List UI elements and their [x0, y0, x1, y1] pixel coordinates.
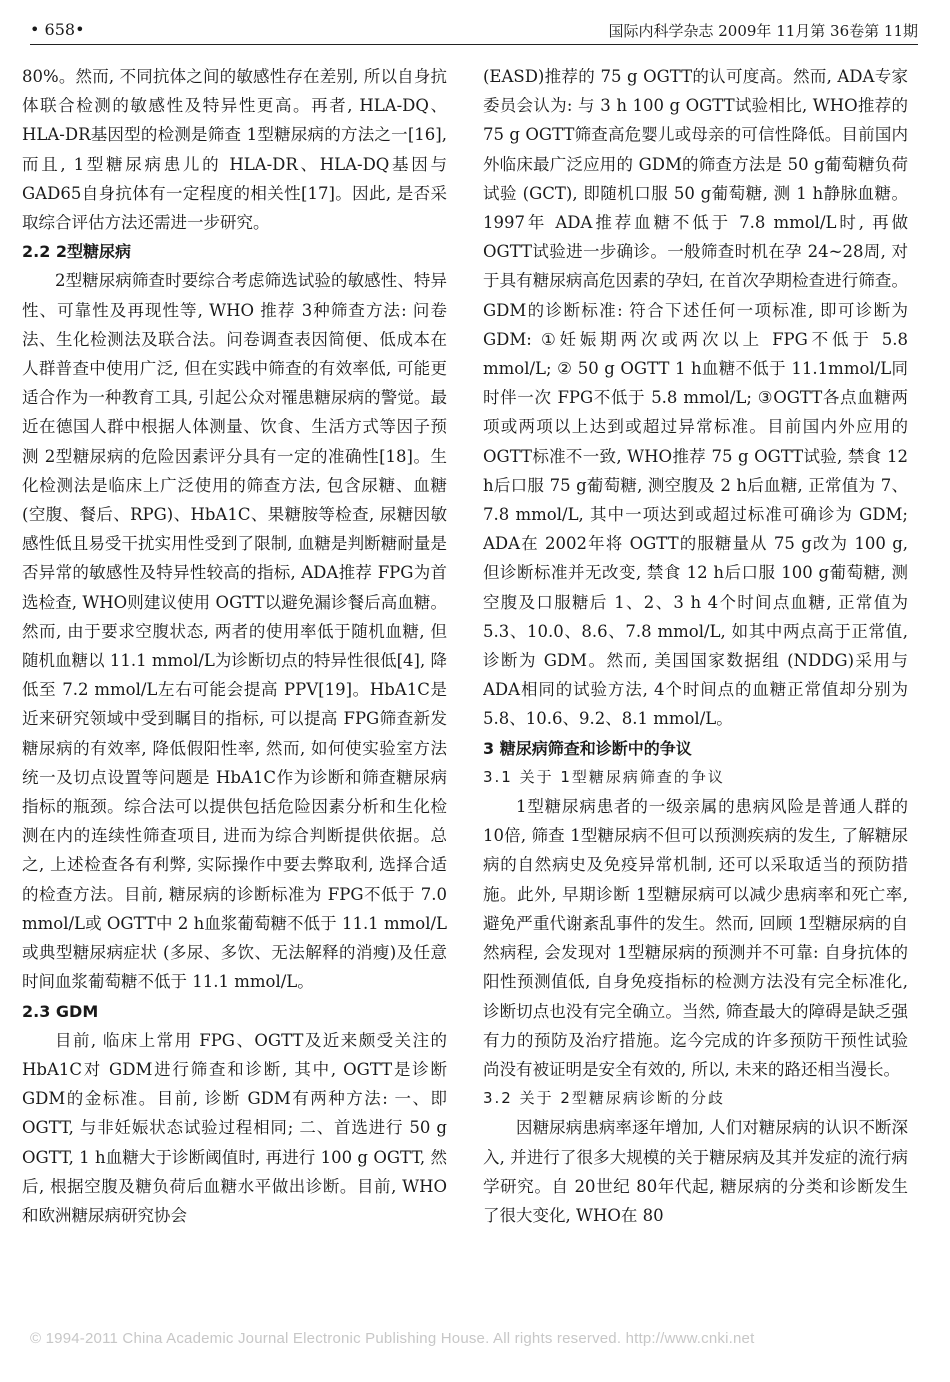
section-heading: 2.2 2型糖尿病: [22, 242, 132, 262]
subsection-heading: 3.1 关于 1型糖尿病筛查的争议: [483, 767, 725, 786]
left-column: [22, 62, 447, 1362]
body-paragraph: 2型糖尿病筛查时要综合考虑筛选试验的敏感性、特异性、可靠性及再现性等, WHO 推荐 3种筛查方法: 问卷法、生化检测法及联合法。问卷调查表因简便、低成本在人群普查中使用广泛, 但在实践中筛查的有效率低, 可能更适合作为一种教育工具, 引起公众对罹患糖尿病的警觉。最近在德国人群中根据人体测量、饮食、生活方式等因子预测 2型糖尿病的危险因素评分具有一定的准确性[18]。生化检测法是临床上广泛使用的筛查方法, 包含尿糖、血糖 (空腹、餐后、RPG)、HbA1C、果糖胺等检查, 尿糖因敏感性低且易受干扰实用性受到了限制, 血糖是判断糖耐量是否异常的敏感性及特异性较高的指标, ADA推荐 FPG为首选检查, WHO则建议使用 OGTT以避免漏诊餐后高血糖。然而, 由于要求空腹状态, 两者的使用率低于随机血糖, 但随机血糖以 11.1 mmol/L为诊断切点的特异性很低[4], 降低至 7.2 mmol/L左右可能会提高 PPV[19]。HbA1C是近来研究领域中受到瞩目的指标, 可以提高 FPG筛查新发糖尿病的有效率, 降低假阳性率, 然而, 如何使实验室方法统一及切点设置等问题是 HbA1C作为诊断和筛查糖尿病指标的瓶颈。综合法可以提供包括危险因素分析和生化检测在内的连续性筛查项目, 进而为综合判断提供依据。总之, 上述检查各有利弊, 实际操作中要去弊取利, 选择合适的检查方法。目前, 糖尿病的诊断标准为 FPG不低于 7.0 mmol/L或 OGTT中 2 h血浆葡萄糖不低于 11.1 mmol/L或典型糖尿病症状 (多尿、多饮、无法解释的消瘦)及任意时间血浆葡萄糖不低于 11.1 mmol/L。: [22, 271, 447, 992]
body-paragraph: 1型糖尿病患者的一级亲属的患病风险是普通人群的 10倍, 筛查 1型糖尿病不但可以预测疾病的发生, 了解糖尿病的自然病史及免疫异常机制, 还可以采取适当的预防措施。此外, 早期诊断 1型糖尿病可以减少患病率和死亡率, 避免严重代谢紊乱事件的发生。然而, 回顾 1型糖尿病的自然病程, 会发现对 1型糖尿病的预测并不可靠: 自身抗体的阳性预测值低, 自身免疫指标的检测方法没有完全标准化, 诊断切点也没有完全确立。当然, 筛查最大的障碍是缺乏强有力的预防及治疗措施。迄今完成的许多预防干预性试验尚没有被证明是安全有效的, 所以, 未来的路还相当漫长。: [483, 797, 908, 1079]
subsection-heading: 3.2 关于 2型糖尿病诊断的分歧: [483, 1089, 725, 1108]
right-column: [483, 62, 908, 1362]
continued-paragraph: 80%。然而, 不同抗体之间的敏感性存在差别, 所以自身抗体联合检测的敏感性及特异性更高。再者, HLA-DQ、HLA-DR基因型的检测是筛查 1型糖尿病的方法之一[16], 而且, 1型糖尿病患儿的 HLA-DR、HLA-DQ基因与 GAD65自身抗体有一定程度的相关性[17]。因此, 是否采取综合评估方法还需进一步研究。: [22, 67, 447, 233]
page-number: • 658•: [30, 20, 85, 39]
section-heading: 3 糖尿病筛查和诊断中的争议: [483, 738, 692, 758]
body-paragraph: 目前, 临床上常用 FPG、OGTT及近来颇受关注的 HbA1C对 GDM进行筛查和诊断, 其中, OGTT是诊断 GDM的金标准。目前, 诊断 GDM有两种方法: 一、即 OGTT, 与非妊娠状态试验过程相同; 二、首选进行 50 g OGTT, 1 h血糖大于诊断阈值时, 再进行 100 g OGTT, 然后, 根据空腹及糖负荷后血糖水平做出诊断。目前, WHO和欧洲糖尿病研究协会: [22, 1030, 447, 1225]
body-paragraph: 因糖尿病患病率逐年增加, 人们对糖尿病的认识不断深入, 并进行了很多大规模的关于糖尿病及其并发症的流行病学研究。自 20世纪 80年代起, 糖尿病的分类和诊断发生了很大变化, WHO在 80: [483, 1118, 908, 1225]
journal-citation: 国际内科学杂志 2009年 11月第 36卷第 11期: [608, 22, 918, 40]
header-rule: [30, 44, 918, 45]
section-heading: 2.3 GDM: [22, 1001, 99, 1021]
copyright-footer: © 1994-2011 China Academic Journal Electronic Publishing House. All rights reserved. http://www.cnki.net: [30, 1330, 755, 1347]
continued-paragraph: (EASD)推荐的 75 g OGTT的认可度高。然而, ADA专家委员会认为: 与 3 h 100 g OGTT试验相比, WHO推荐的 75 g OGTT筛查高危婴儿或母亲的可信性降低。目前国内外临床最广泛应用的 GDM的筛查方法是 50 g葡萄糖负荷试验 (GCT), 即随机口服 50 g葡萄糖, 测 1 h静脉血糖。1997年 ADA推荐血糖不低于 7.8 mmol/L时, 再做 OGTT试验进一步确诊。一般筛查时机在孕 24~28周, 对于具有糖尿病高危因素的孕妇, 在首次孕期检查进行筛查。GDM的诊断标准: 符合下述任何一项标准, 即可诊断为 GDM: ①妊娠期两次或两次以上 FPG不低于 5.8 mmol/L; ② 50 g OGTT 1 h血糖不低于 11.1mmol/L同时伴一次 FPG不低于 5.8 mmol/L; ③OGTT各点血糖两项或两项以上达到或超过异常标准。目前国内外应用的 OGTT标准不一致, WHO推荐 75 g OGTT试验, 禁食 12 h后口服 75 g葡萄糖, 测空腹及 2 h后血糖, 正常值为 7、7.8 mmol/L, 其中一项达到或超过标准可确诊为 GDM; ADA在 2002年将 OGTT的服糖量从 75 g改为 100 g, 但诊断标准并无改变, 禁食 12 h后口服 100 g葡萄糖, 测空腹及口服糖后 1、2、3 h 4个时间点血糖, 正常值为 5.3、10.0、8.6、7.8 mmol/L, 如其中两点高于正常值, 诊断为 GDM。然而, 美国国家数据组 (NDDG)采用与 ADA相同的试验方法, 4个时间点的血糖正常值却分别为 5.8、10.6、9.2、8.1 mmol/L。: [483, 67, 908, 729]
